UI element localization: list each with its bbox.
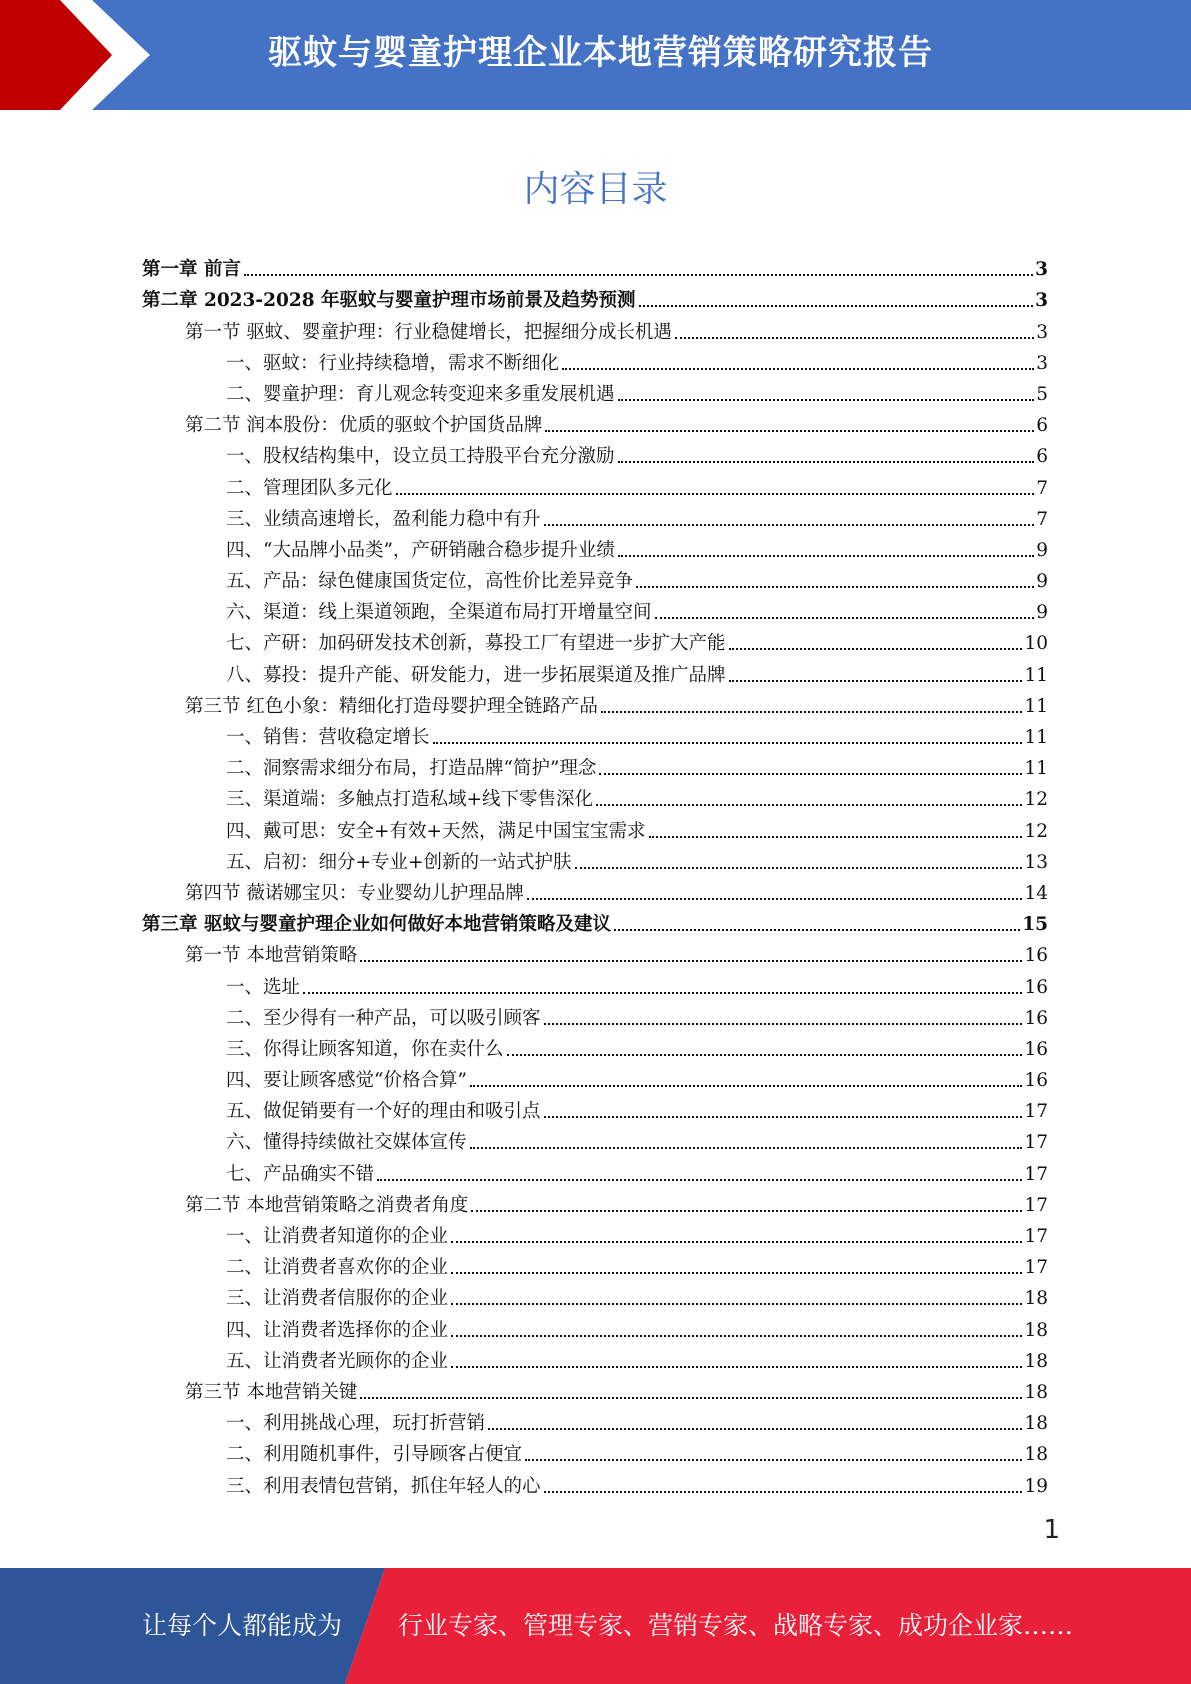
toc-entry-title: 三、你得让顾客知道，你在卖什么 bbox=[226, 1038, 504, 1060]
toc-dot-leader bbox=[636, 586, 1034, 588]
toc-entry[interactable] bbox=[142, 814, 1048, 845]
toc-entry[interactable] bbox=[142, 1064, 1048, 1095]
toc-entry[interactable] bbox=[142, 721, 1048, 752]
toc-entry[interactable] bbox=[142, 1469, 1048, 1500]
toc-dot-leader bbox=[618, 461, 1035, 463]
toc-entry-page: 14 bbox=[1024, 882, 1048, 904]
toc-entry[interactable] bbox=[142, 939, 1048, 970]
toc-dot-leader bbox=[488, 1428, 1022, 1430]
toc-entry-page: 11 bbox=[1024, 664, 1048, 686]
page-header bbox=[0, 0, 1191, 110]
toc-entry-title: 八、募投：提升产能、研发能力，进一步拓展渠道及推广品牌 bbox=[226, 664, 726, 686]
toc-entry-page: 17 bbox=[1024, 1132, 1048, 1154]
toc-entry-page: 7 bbox=[1036, 477, 1048, 499]
toc-entry-page: 12 bbox=[1024, 820, 1048, 842]
toc-entry-page: 11 bbox=[1024, 727, 1048, 748]
toc-entry[interactable] bbox=[142, 690, 1048, 721]
page-number: 1 bbox=[1043, 1515, 1060, 1545]
toc-entry-title: 四、“大品牌小品类”，产研销融合稳步提升业绩 bbox=[226, 539, 615, 561]
toc-entry-page: 9 bbox=[1036, 539, 1048, 561]
toc-entry[interactable] bbox=[142, 752, 1048, 783]
toc-dot-leader bbox=[470, 1147, 1023, 1149]
toc-entry[interactable] bbox=[142, 315, 1048, 346]
toc-entry-title: 三、渠道端：多触点打造私域+线下零售深化 bbox=[226, 789, 594, 811]
toc-entry[interactable] bbox=[142, 1002, 1048, 1033]
toc-entry[interactable] bbox=[142, 440, 1048, 471]
footer-slogan-left: 让每个人都能成为 bbox=[142, 1611, 343, 1640]
toc-dot-leader bbox=[525, 1459, 1022, 1461]
toc-entry-title: 三、利用表情包营销，抓住年轻人的心 bbox=[226, 1475, 541, 1497]
toc-entry-title: 五、让消费者光顾你的企业 bbox=[226, 1350, 449, 1372]
toc-entry-title: 第一节 驱蚊、婴童护理：行业稳健增长，把握细分成长机遇 bbox=[185, 321, 672, 343]
toc-dot-leader bbox=[433, 742, 1023, 744]
toc-entry-title: 第三节 红色小象：精细化打造母婴护理全链路产品 bbox=[185, 695, 598, 717]
toc-entry-page: 11 bbox=[1024, 758, 1048, 780]
toc-dot-leader bbox=[396, 493, 1035, 495]
toc-dot-leader bbox=[244, 274, 1033, 276]
toc-entry-page: 17 bbox=[1024, 1226, 1048, 1247]
toc-entry-title: 五、产品：绿色健康国货定位，高性价比差异竞争 bbox=[226, 571, 634, 593]
toc-entry-title: 三、业绩高速增长，盈利能力稳中有升 bbox=[226, 508, 541, 530]
toc-dot-leader bbox=[562, 368, 1034, 370]
toc-entry-title: 六、懂得持续做社交媒体宣传 bbox=[226, 1132, 467, 1154]
toc-dot-leader bbox=[451, 1366, 1022, 1368]
toc-entry-title: 一、销售：营收稳定增长 bbox=[226, 727, 430, 748]
toc-entry[interactable] bbox=[142, 970, 1048, 1001]
report-title: 驱蚊与婴童护理企业本地营销策略研究报告 bbox=[268, 33, 933, 73]
toc-entry-page: 10 bbox=[1024, 633, 1048, 655]
toc-entry-page: 18 bbox=[1024, 1381, 1048, 1403]
toc-entry-page: 3 bbox=[1035, 259, 1048, 281]
toc-dot-leader bbox=[451, 1335, 1022, 1337]
toc-entry[interactable] bbox=[142, 503, 1048, 534]
toc-entry-page: 6 bbox=[1036, 446, 1048, 468]
toc-dot-leader bbox=[729, 648, 1023, 650]
toc-entry[interactable] bbox=[142, 284, 1048, 315]
toc-dot-leader bbox=[360, 960, 1022, 962]
toc-dot-leader bbox=[544, 1023, 1023, 1025]
toc-entry-title: 第二章 2023-2028 年驱蚊与婴童护理市场前景及趋势预测 bbox=[142, 290, 636, 312]
toc-entry-page: 16 bbox=[1024, 945, 1048, 967]
toc-dot-leader bbox=[729, 680, 1023, 682]
toc-entry[interactable] bbox=[142, 378, 1048, 409]
toc-entry-page: 17 bbox=[1024, 1101, 1048, 1123]
toc-entry-page: 17 bbox=[1024, 1163, 1048, 1185]
toc-entry[interactable] bbox=[142, 1251, 1048, 1282]
toc-entry[interactable] bbox=[142, 1189, 1048, 1220]
toc-entry-title: 二、至少得有一种产品，可以吸引顾客 bbox=[226, 1007, 541, 1029]
toc-entry-title: 一、让消费者知道你的企业 bbox=[226, 1226, 449, 1247]
toc-entry-title: 一、股权结构集中，设立员工持股平台充分激励 bbox=[226, 446, 615, 468]
toc-dot-leader bbox=[614, 929, 1020, 931]
toc-entry-page: 3 bbox=[1035, 290, 1048, 312]
toc-entry-page: 17 bbox=[1024, 1257, 1048, 1279]
toc-dot-leader bbox=[451, 1303, 1022, 1305]
toc-entry-page: 9 bbox=[1036, 602, 1048, 624]
toc-dot-leader bbox=[470, 1085, 1023, 1087]
toc-dot-leader bbox=[544, 524, 1035, 526]
toc-entry-page: 16 bbox=[1024, 976, 1048, 998]
toc-entry[interactable] bbox=[142, 908, 1048, 939]
toc-entry-title: 第一章 前言 bbox=[142, 259, 241, 281]
toc-entry-title: 一、驱蚊：行业持续稳增，需求不断细化 bbox=[226, 352, 560, 374]
toc-entry-title: 七、产研：加码研发技术创新，募投工厂有望进一步扩大产能 bbox=[226, 633, 726, 655]
toc-dot-leader bbox=[360, 1397, 1022, 1399]
toc-entry-page: 16 bbox=[1024, 1070, 1048, 1092]
toc-dot-leader bbox=[545, 430, 1034, 432]
toc-entry[interactable] bbox=[142, 1095, 1048, 1126]
toc-entry-title: 四、让消费者选择你的企业 bbox=[226, 1319, 449, 1341]
toc-entry-title: 二、洞察需求细分布局，打造品牌“简护”理念 bbox=[226, 758, 597, 780]
toc-dot-leader bbox=[618, 399, 1035, 401]
toc-entry[interactable] bbox=[142, 1282, 1048, 1313]
toc-entry-title: 六、渠道：线上渠道领跑，全渠道布局打开增量空间 bbox=[226, 602, 652, 624]
toc-dot-leader bbox=[303, 992, 1022, 994]
toc-entry-page: 19 bbox=[1024, 1475, 1048, 1497]
toc-entry[interactable] bbox=[142, 877, 1048, 908]
toc-dot-leader bbox=[675, 337, 1034, 339]
toc-dot-leader bbox=[599, 773, 1022, 775]
toc-entry-page: 18 bbox=[1024, 1288, 1048, 1310]
toc-entry[interactable] bbox=[142, 783, 1048, 814]
toc-entry[interactable] bbox=[142, 471, 1048, 502]
toc-entry-title: 五、启初：细分+专业+创新的一站式护肤 bbox=[226, 851, 572, 873]
toc-dot-leader bbox=[544, 1491, 1023, 1493]
toc-entry[interactable] bbox=[142, 409, 1048, 440]
toc-entry[interactable] bbox=[142, 1157, 1048, 1188]
toc-entry-page: 15 bbox=[1022, 914, 1048, 936]
toc-entry-page: 11 bbox=[1024, 695, 1048, 717]
toc-entry[interactable] bbox=[142, 1407, 1048, 1438]
toc-dot-leader bbox=[655, 617, 1035, 619]
toc-entry[interactable] bbox=[142, 627, 1048, 658]
toc-entry-title: 七、产品确实不错 bbox=[226, 1163, 375, 1185]
toc-dot-leader bbox=[377, 1179, 1022, 1181]
toc-entry[interactable] bbox=[142, 1033, 1048, 1064]
toc-entry-title: 三、让消费者信服你的企业 bbox=[226, 1288, 449, 1310]
toc-dot-leader bbox=[544, 1116, 1023, 1118]
toc-entry-page: 16 bbox=[1024, 1007, 1048, 1029]
toc-dot-leader bbox=[618, 555, 1034, 557]
toc-dot-leader bbox=[649, 836, 1023, 838]
table-of-contents bbox=[142, 253, 1048, 1501]
toc-dot-leader bbox=[601, 711, 1023, 713]
toc-entry-title: 二、让消费者喜欢你的企业 bbox=[226, 1257, 449, 1279]
toc-entry-page: 13 bbox=[1024, 851, 1048, 873]
toc-dot-leader bbox=[507, 1054, 1023, 1056]
toc-entry-title: 一、选址 bbox=[226, 976, 301, 998]
toc-dot-leader bbox=[639, 305, 1034, 307]
toc-entry[interactable] bbox=[142, 1376, 1048, 1407]
toc-entry-title: 四、要让顾客感觉“价格合算” bbox=[226, 1070, 467, 1092]
toc-entry[interactable] bbox=[142, 1345, 1048, 1376]
toc-entry-page: 18 bbox=[1024, 1413, 1048, 1435]
toc-entry-page: 7 bbox=[1036, 508, 1048, 530]
toc-entry[interactable] bbox=[142, 534, 1048, 565]
toc-entry-title: 第四节 薇诺娜宝贝：专业婴幼儿护理品牌 bbox=[185, 882, 524, 904]
toc-entry-page: 12 bbox=[1024, 789, 1048, 811]
toc-entry-title: 第三章 驱蚊与婴童护理企业如何做好本地营销策略及建议 bbox=[142, 914, 611, 936]
toc-entry-title: 第二节 本地营销策略之消费者角度 bbox=[185, 1194, 469, 1216]
toc-dot-leader bbox=[471, 1210, 1022, 1212]
toc-dot-leader bbox=[527, 898, 1023, 900]
toc-entry-page: 6 bbox=[1036, 415, 1048, 437]
toc-entry[interactable] bbox=[142, 596, 1048, 627]
toc-entry-page: 18 bbox=[1024, 1319, 1048, 1341]
toc-entry-page: 3 bbox=[1036, 352, 1048, 374]
toc-entry-title: 一、利用挑战心理，玩打折营销 bbox=[226, 1413, 486, 1435]
toc-entry-title: 二、利用随机事件，引导顾客占便宜 bbox=[226, 1444, 523, 1466]
toc-entry-title: 第一节 本地营销策略 bbox=[185, 945, 358, 967]
toc-dot-leader bbox=[575, 867, 1023, 869]
toc-entry-title: 二、管理团队多元化 bbox=[226, 477, 393, 499]
toc-heading: 内容目录 bbox=[523, 169, 668, 210]
toc-entry-page: 9 bbox=[1036, 571, 1048, 593]
toc-entry[interactable] bbox=[142, 347, 1048, 378]
toc-entry[interactable] bbox=[142, 1126, 1048, 1157]
toc-dot-leader bbox=[596, 804, 1022, 806]
toc-entry-page: 17 bbox=[1024, 1194, 1048, 1216]
toc-entry[interactable] bbox=[142, 1313, 1048, 1344]
toc-entry-title: 二、婴童护理：育儿观念转变迎来多重发展机遇 bbox=[226, 383, 615, 405]
toc-entry-page: 18 bbox=[1024, 1350, 1048, 1372]
footer-slogan-right: 行业专家、管理专家、营销专家、战略专家、成功企业家…… bbox=[398, 1611, 1074, 1640]
toc-entry-page: 16 bbox=[1024, 1038, 1048, 1060]
page-footer bbox=[0, 1568, 1191, 1684]
toc-entry-title: 五、做促销要有一个好的理由和吸引点 bbox=[226, 1101, 541, 1123]
toc-entry-page: 3 bbox=[1036, 321, 1048, 343]
toc-entry[interactable] bbox=[142, 565, 1048, 596]
toc-entry-title: 第二节 润本股份：优质的驱蚊个护国货品牌 bbox=[185, 415, 543, 437]
toc-entry-title: 四、戴可思：安全+有效+天然，满足中国宝宝需求 bbox=[226, 820, 646, 842]
toc-entry[interactable] bbox=[142, 658, 1048, 689]
toc-entry[interactable] bbox=[142, 1220, 1048, 1251]
toc-entry-page: 5 bbox=[1036, 383, 1048, 405]
toc-dot-leader bbox=[451, 1241, 1022, 1243]
toc-entry-page: 18 bbox=[1024, 1444, 1048, 1466]
toc-entry[interactable] bbox=[142, 253, 1048, 284]
toc-dot-leader bbox=[451, 1272, 1022, 1274]
toc-entry-title: 第三节 本地营销关键 bbox=[185, 1381, 358, 1403]
toc-entry[interactable] bbox=[142, 846, 1048, 877]
toc-entry[interactable] bbox=[142, 1438, 1048, 1469]
